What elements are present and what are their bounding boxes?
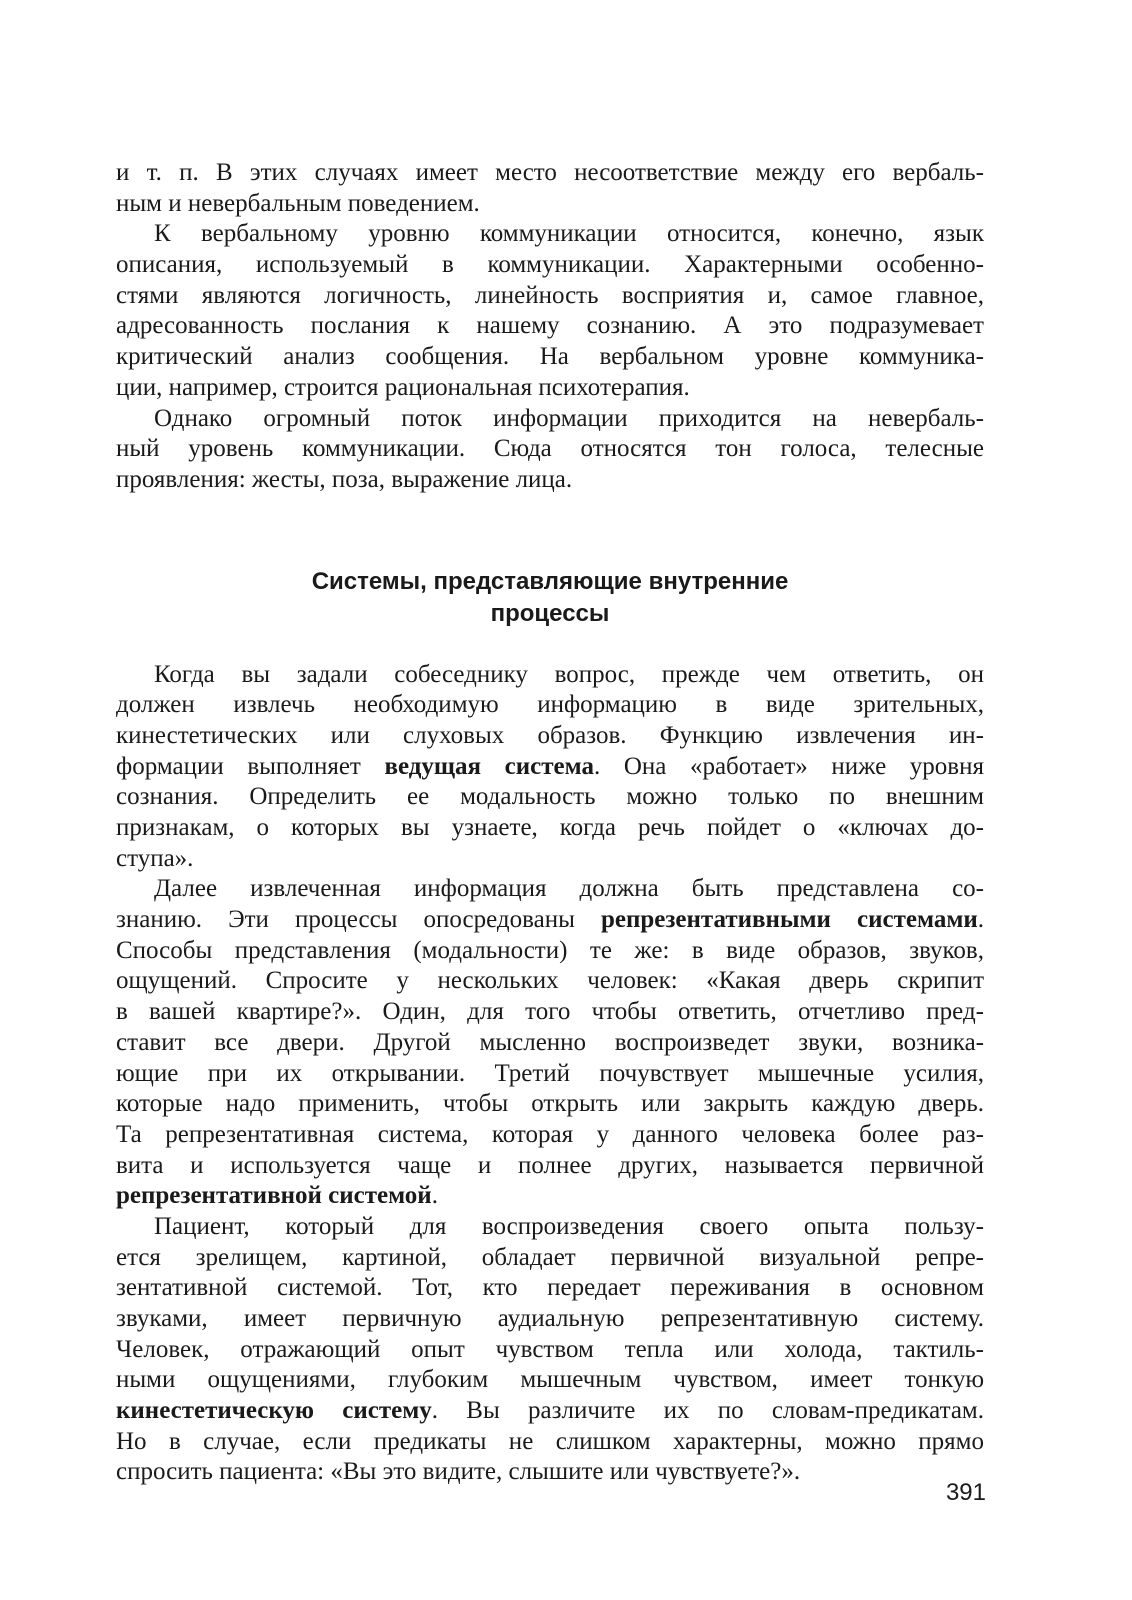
term-representative-systems: репрезентативными системами: [600, 906, 978, 934]
text-line: кинестетических или слуховых образов. Функцию извлечения ин-: [116, 721, 984, 749]
paragraph-5: [116, 874, 984, 1212]
heading-spacer: [116, 630, 984, 660]
text-line: спросить пациента: «Вы это видите, слышите или чувствуете?».: [116, 1458, 801, 1486]
text-line: ставит все двери. Другой мысленно воспроизведет звуки, возника-: [116, 1028, 984, 1056]
section-spacer: [116, 496, 984, 566]
term-kinesthetic-system: кинестетическую систему: [116, 1397, 432, 1425]
text-line: ется зрелищем, картиной, обладает первичной визуальной репре-: [116, 1243, 984, 1271]
text-line: Далее извлеченная информация должна быть представлена со-: [154, 875, 984, 903]
text-line: ющие при их открывании. Третий почувствует мышечные усилия,: [116, 1059, 984, 1087]
text-line: ступа».: [116, 844, 194, 872]
text-line: стями являются логичность, линейность восприятия и, самое главное,: [116, 281, 984, 309]
text-line: [116, 752, 984, 783]
text-line: адресованность послания к нашему сознанию. А это подразумевает: [116, 312, 984, 340]
text-segment: знанию. Эти процессы опосредованы: [116, 906, 601, 934]
paragraph-1: [116, 158, 984, 219]
text-line: ными ощущениями, глубоким мышечным чувством, имеет тонкую: [116, 1366, 984, 1394]
text-line: ощущений. Спросите у нескольких человек: «Какая дверь скрипит: [116, 967, 984, 995]
text-line: Способы представления (модальности) те же: в виде образов, звуков,: [116, 936, 984, 964]
text-line: проявления: жесты, поза, выражение лица.: [116, 465, 573, 493]
text-line: сознания. Определить ее модальность можно только по внешним: [116, 783, 984, 811]
text-line: [116, 1181, 984, 1212]
heading-line: процессы: [490, 599, 610, 627]
text-line: вита и используется чаще и полнее других, называется первичной: [116, 1151, 984, 1179]
text-line: описания, используемый в коммуникации. Характерными особенно-: [116, 251, 984, 279]
text-segment: формации выполняет: [116, 752, 385, 780]
page-body: [116, 158, 984, 1488]
text-line: в вашей квартире?». Один, для того чтобы ответить, отчетливо пред-: [116, 998, 984, 1026]
text-segment: . Она «работает» ниже уровня: [593, 752, 984, 780]
text-segment: .: [977, 906, 984, 934]
text-line: Когда вы задали собеседнику вопрос, прежде чем ответить, он: [154, 660, 984, 688]
text-line: Та репрезентативная система, которая у данного человека более раз-: [116, 1120, 984, 1148]
text-line: зентативной системой. Тот, кто передает переживания в основном: [116, 1274, 984, 1302]
text-line: и т. п. В этих случаях имеет место несоответствие между его вербаль-: [116, 159, 984, 186]
paragraph-2: [116, 219, 984, 403]
text-line: Пациент, который для воспроизведения своего опыта пользу-: [154, 1212, 984, 1240]
page-number: 391: [945, 1479, 986, 1506]
text-segment: . Вы различите их по словам-предикатам.: [431, 1397, 984, 1425]
text-line: К вербальному уровню коммуникации относится, конечно, язык: [154, 220, 984, 248]
paragraph-4: [116, 660, 984, 875]
text-line: ции, например, строится рациональная психотерапия.: [116, 373, 690, 401]
text-line: [116, 1396, 984, 1427]
text-line: признакам, о которых вы узнаете, когда речь пойдет о «ключах до-: [116, 814, 984, 841]
heading-line: Системы, представляющие внутренние: [311, 567, 789, 595]
text-line: ным и невербальным поведением.: [116, 189, 480, 217]
text-line: критический анализ сообщения. На вербальном уровне коммуника-: [116, 343, 984, 371]
section-heading: [116, 566, 984, 630]
text-line: [116, 905, 984, 936]
text-line: которые надо применить, чтобы открыть или закрыть каждую дверь.: [116, 1090, 984, 1118]
term-primary-representative-system: репрезентативной системой: [116, 1182, 432, 1210]
term-leading-system: ведущая система: [384, 752, 594, 780]
text-line: ный уровень коммуникации. Сюда относятся тон голоса, телесные: [116, 435, 984, 463]
paragraph-6: [116, 1212, 984, 1488]
text-line: звуками, имеет первичную аудиальную репрезентативную систему.: [116, 1305, 984, 1332]
text-line: Но в случае, если предикаты не слишком характерны, можно прямо: [116, 1427, 984, 1455]
text-line: должен извлечь необходимую информацию в виде зрительных,: [116, 691, 984, 719]
text-line: Человек, отражающий опыт чувством тепла или холода, тактиль-: [116, 1335, 984, 1363]
paragraph-3: [116, 404, 984, 496]
text-segment: .: [431, 1182, 438, 1210]
text-line: Однако огромный поток информации приходится на невербаль-: [154, 404, 984, 432]
